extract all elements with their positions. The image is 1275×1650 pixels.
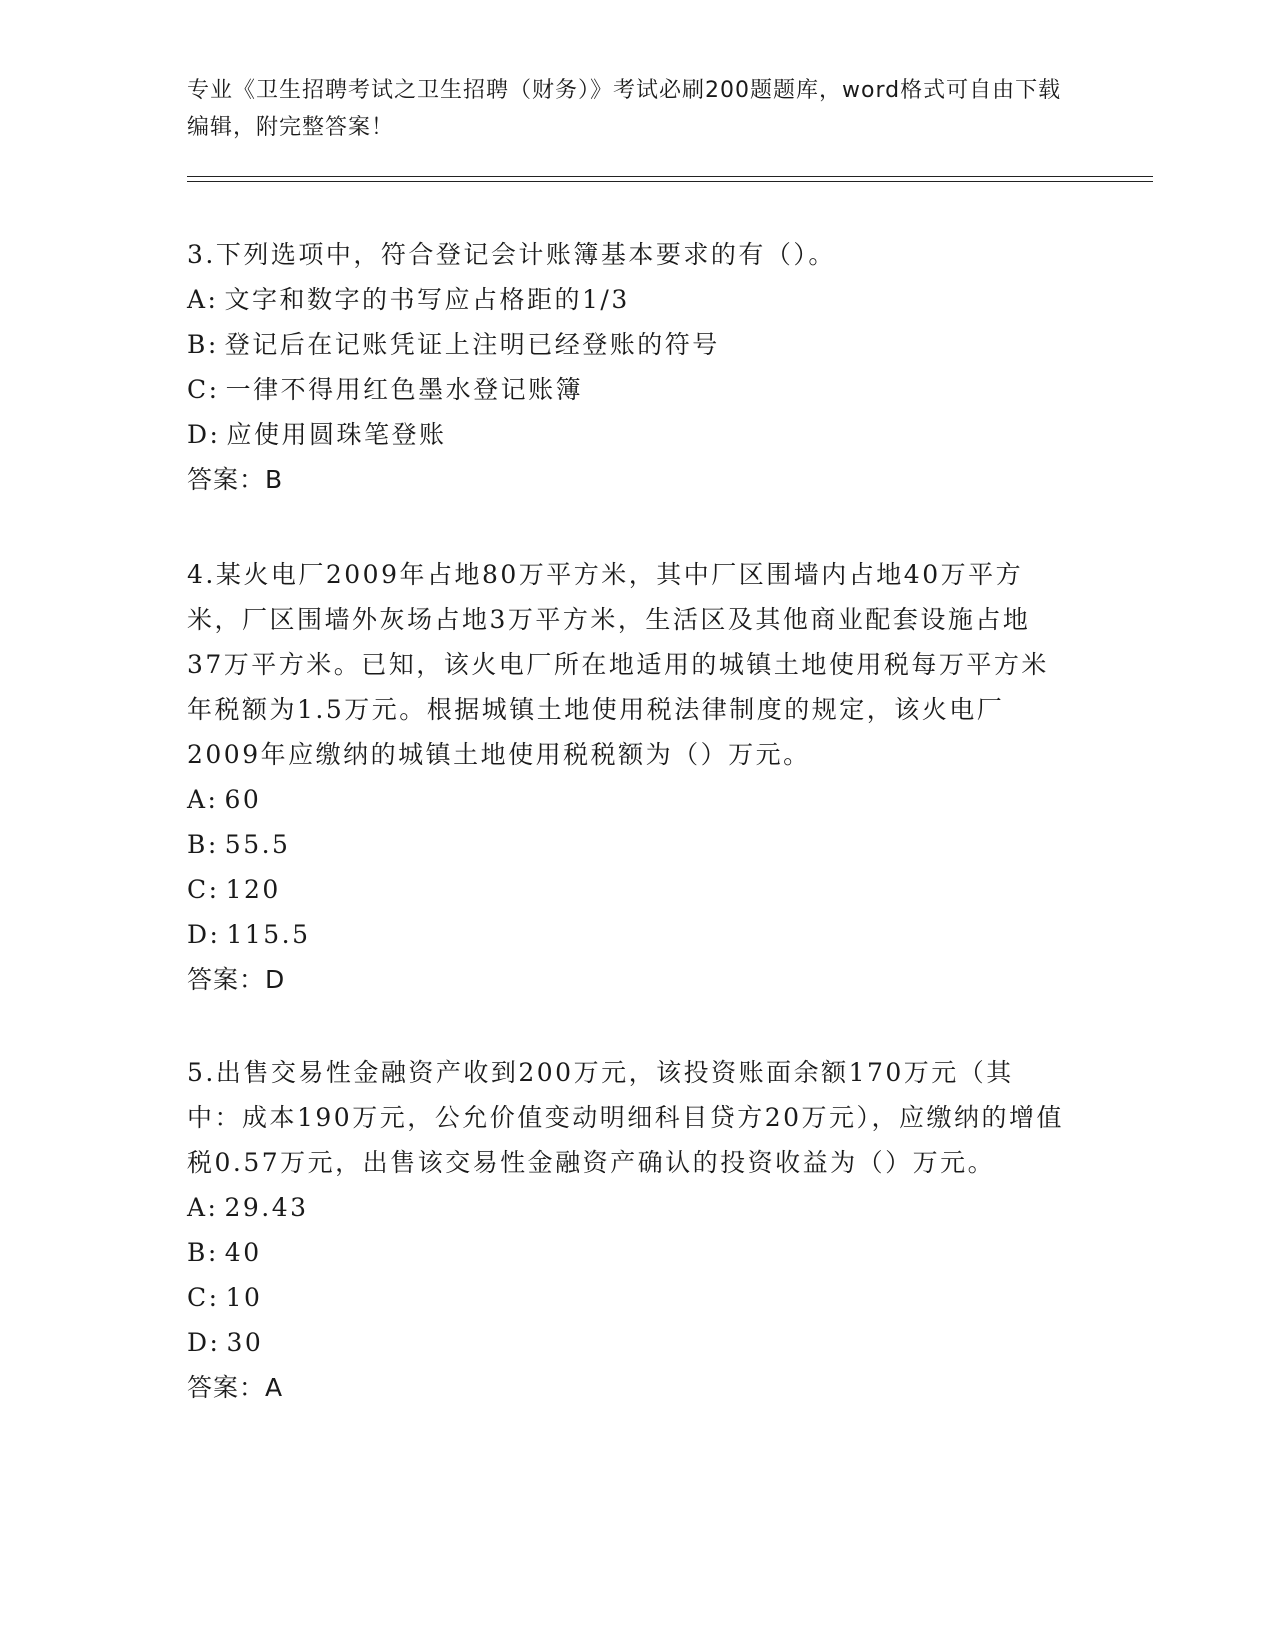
option-letter: A:	[187, 1193, 219, 1222]
option-c	[187, 1275, 1067, 1320]
option-b	[187, 1230, 1067, 1275]
option-c	[187, 367, 1067, 412]
header-divider-top	[187, 176, 1153, 177]
option-letter: A:	[187, 785, 219, 814]
option-letter: A:	[187, 285, 219, 314]
question-stem: 5.出售交易性金融资产收到200万元，该投资账面余额170万元（其中：成本190万元，公允价值变动明细科目贷方20万元），应缴纳的增值税0.57万元，出售该交易性金融资产确认的投资收益为（）万元。	[187, 1058, 1065, 1177]
option-c	[187, 867, 1067, 912]
option-d	[187, 912, 1067, 957]
question-4	[187, 552, 1067, 1002]
option-text: 一律不得用红色墨水登记账簿	[225, 375, 584, 404]
answer-label: 答案：D	[187, 965, 286, 994]
option-letter: D:	[187, 420, 221, 449]
option-text: 55.5	[224, 830, 291, 859]
option-text: 30	[226, 1328, 264, 1357]
answer-label: 答案：A	[187, 1373, 284, 1402]
option-text: 登记后在记账凭证上注明已经登账的符号	[224, 330, 720, 359]
option-letter: B:	[187, 1238, 219, 1267]
option-letter: B:	[187, 830, 219, 859]
option-text: 应使用圆珠笔登账	[226, 420, 447, 449]
answer-label: 答案：B	[187, 465, 284, 494]
option-letter: D:	[187, 1328, 221, 1357]
option-letter: C:	[187, 875, 220, 904]
question-stem: 3.下列选项中，符合登记会计账簿基本要求的有（）。	[187, 240, 836, 269]
option-text: 120	[225, 875, 281, 904]
option-b	[187, 322, 1067, 367]
option-d	[187, 1320, 1067, 1365]
option-letter: C:	[187, 1283, 220, 1312]
option-letter: D:	[187, 920, 221, 949]
option-text: 10	[225, 1283, 263, 1312]
header-divider-bottom	[187, 181, 1153, 182]
option-d	[187, 412, 1067, 457]
option-a	[187, 777, 1067, 822]
option-text: 文字和数字的书写应占格距的1/3	[224, 285, 630, 314]
option-text: 60	[224, 785, 262, 814]
option-b	[187, 822, 1067, 867]
option-letter: B:	[187, 330, 219, 359]
document-header: 专业《卫生招聘考试之卫生招聘（财务）》考试必刷200题题库，word格式可自由下载编辑，附完整答案！	[187, 78, 1062, 140]
question-stem: 4.某火电厂2009年占地80万平方米，其中厂区围墙内占地40万平方米，厂区围墙外灰场占地3万平方米，生活区及其他商业配套设施占地37万平方米。已知，该火电厂所在地适用的城镇土地使用税每万平方米年税额为1.5万元。根据城镇土地使用税法律制度的规定，该火电厂2009年应缴纳的城镇土地使用税税额为（）万元。	[187, 560, 1049, 769]
option-a	[187, 1185, 1067, 1230]
option-text: 115.5	[226, 920, 311, 949]
option-text: 29.43	[224, 1193, 309, 1222]
option-letter: C:	[187, 375, 220, 404]
question-3	[187, 232, 1067, 502]
question-5	[187, 1050, 1067, 1410]
option-text: 40	[224, 1238, 262, 1267]
option-a	[187, 277, 1067, 322]
